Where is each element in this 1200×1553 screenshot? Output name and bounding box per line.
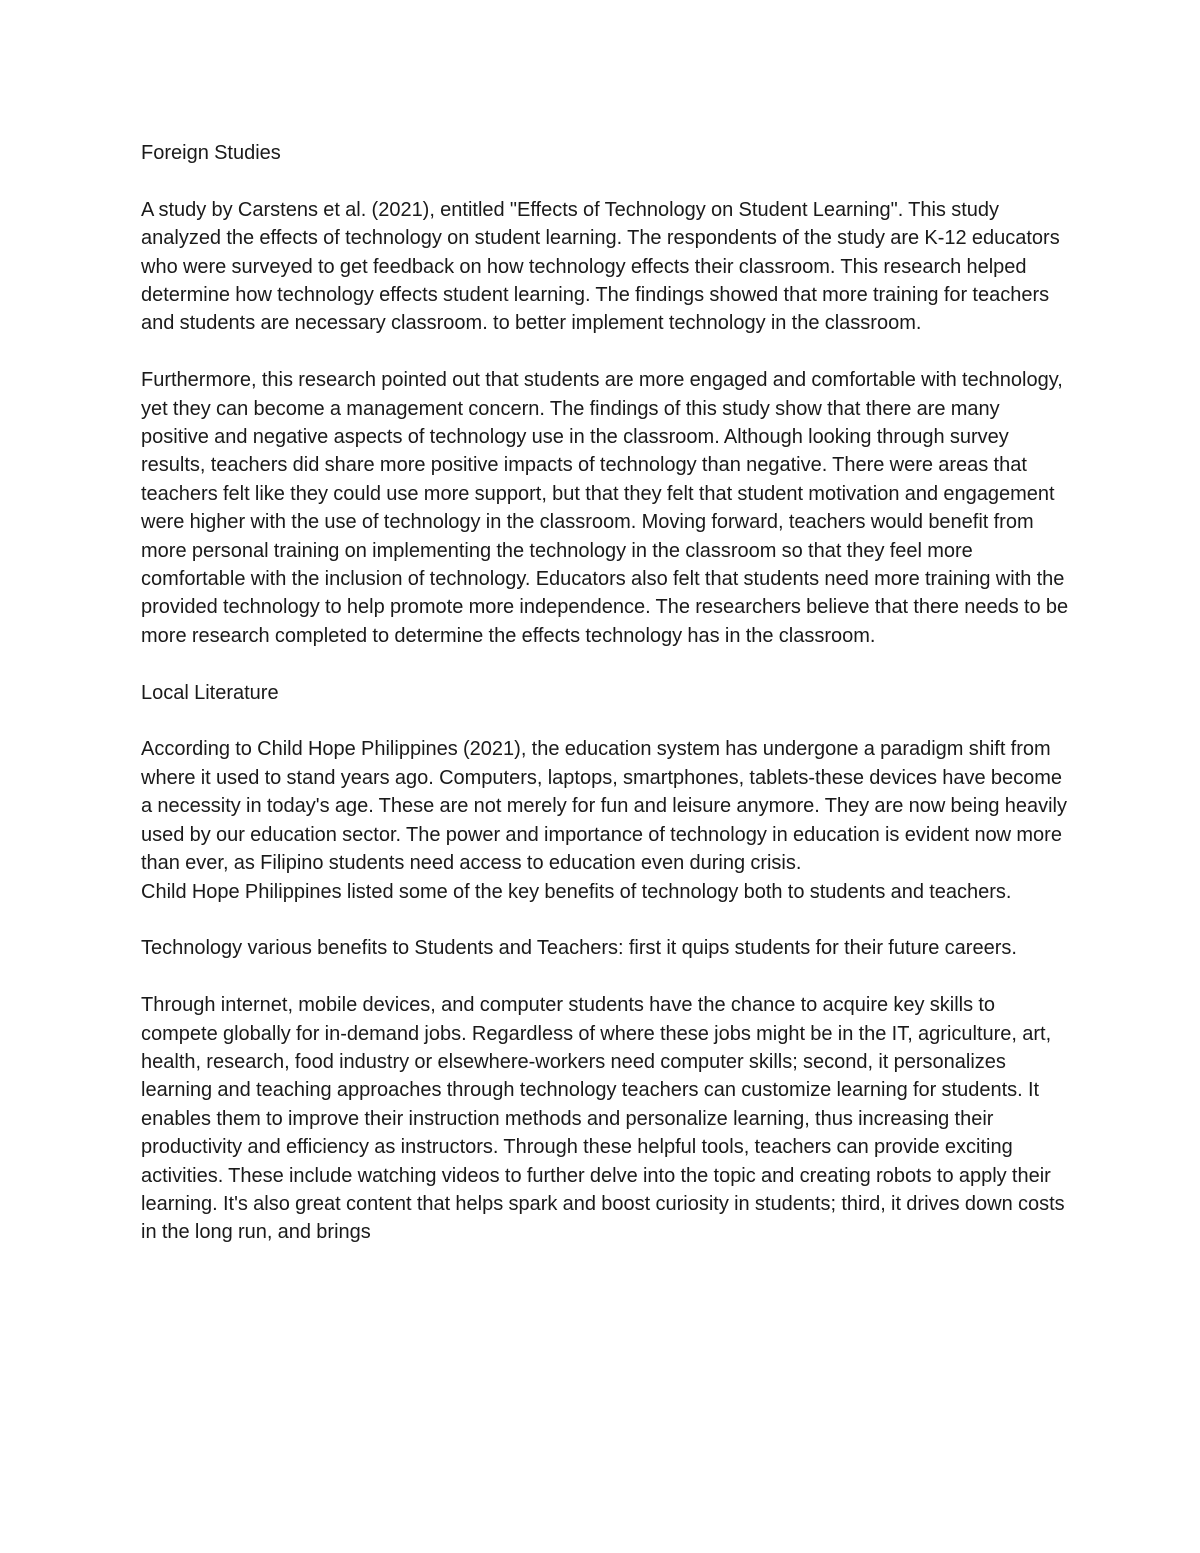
paragraph-gap — [141, 963, 1071, 991]
paragraph-gap — [141, 167, 1071, 195]
paragraph-gap — [141, 707, 1071, 735]
paragraph-foreign-1: A study by Carstens et al. (2021), entitled "Effects of Technology on Student Learning". This study analyzed the effects of technology on student learning. The respondents of the study are K-12 educators who were surveyed to get feedback on how technology effects their classroom. This research helped determine how technology effects student learning. The findings showed that more training for teachers and students are necessary classroom. to better implement technology in the classroom. — [141, 198, 1060, 335]
paragraph-local-2: Child Hope Philippines listed some of the key benefits of technology both to students and teachers. — [141, 880, 1012, 903]
document-body — [141, 139, 1071, 1247]
paragraph-gap — [141, 650, 1071, 678]
paragraph-local-1: According to Child Hope Philippines (2021), the education system has undergone a paradigm shift from where it used to stand years ago. Computers, laptops, smartphones, tablets-these devices have become a necessity in today's age. These are not merely for fun and leisure anymore. They are now being heavily used by our education sector. The power and importance of technology in education is evident now more than ever, as Filipino students need access to education even during crisis. — [141, 738, 1067, 875]
paragraph-local-4: Through internet, mobile devices, and computer students have the chance to acquire key skills to compete globally for in-demand jobs. Regardless of where these jobs might be in the IT, agriculture, art, health, research, food industry or elsewhere-workers need computer skills; second, it personalizes learning and teaching approaches through technology teachers can customize learning for students. It enables them to improve their instruction methods and personalize learning, thus increasing their productivity and efficiency as instructors. Through these helpful tools, teachers can provide exciting activities. These include watching videos to further delve into the topic and creating robots to apply their learning. It's also great content that helps spark and boost curiosity in students; third, it drives down costs in the long run, and brings — [141, 994, 1065, 1244]
paragraph-gap — [141, 338, 1071, 366]
paragraph-local-3: Technology various benefits to Students and Teachers: first it quips students for their future careers. — [141, 937, 1017, 960]
section-heading-local-literature: Local Literature — [141, 681, 279, 704]
paragraph-gap — [141, 906, 1071, 934]
section-heading-foreign-studies: Foreign Studies — [141, 142, 281, 164]
paragraph-foreign-2: Furthermore, this research pointed out that students are more engaged and comfortable with technology, yet they can become a management concern. The findings of this study show that there are many positive and negative aspects of technology use in the classroom. Although looking through survey results, teachers did share more positive impacts of technology than negative. There were areas that teachers felt like they could use more support, but that they felt that student motivation and engagement were higher with the use of technology in the classroom. Moving forward, teachers would benefit from more personal training on implementing the technology in the classroom so that they feel more comfortable with the inclusion of technology. Educators also felt that students need more training with the provided technology to help promote more independence. The researchers believe that there needs to be more research completed to determine the effects technology has in the classroom. — [141, 369, 1069, 647]
